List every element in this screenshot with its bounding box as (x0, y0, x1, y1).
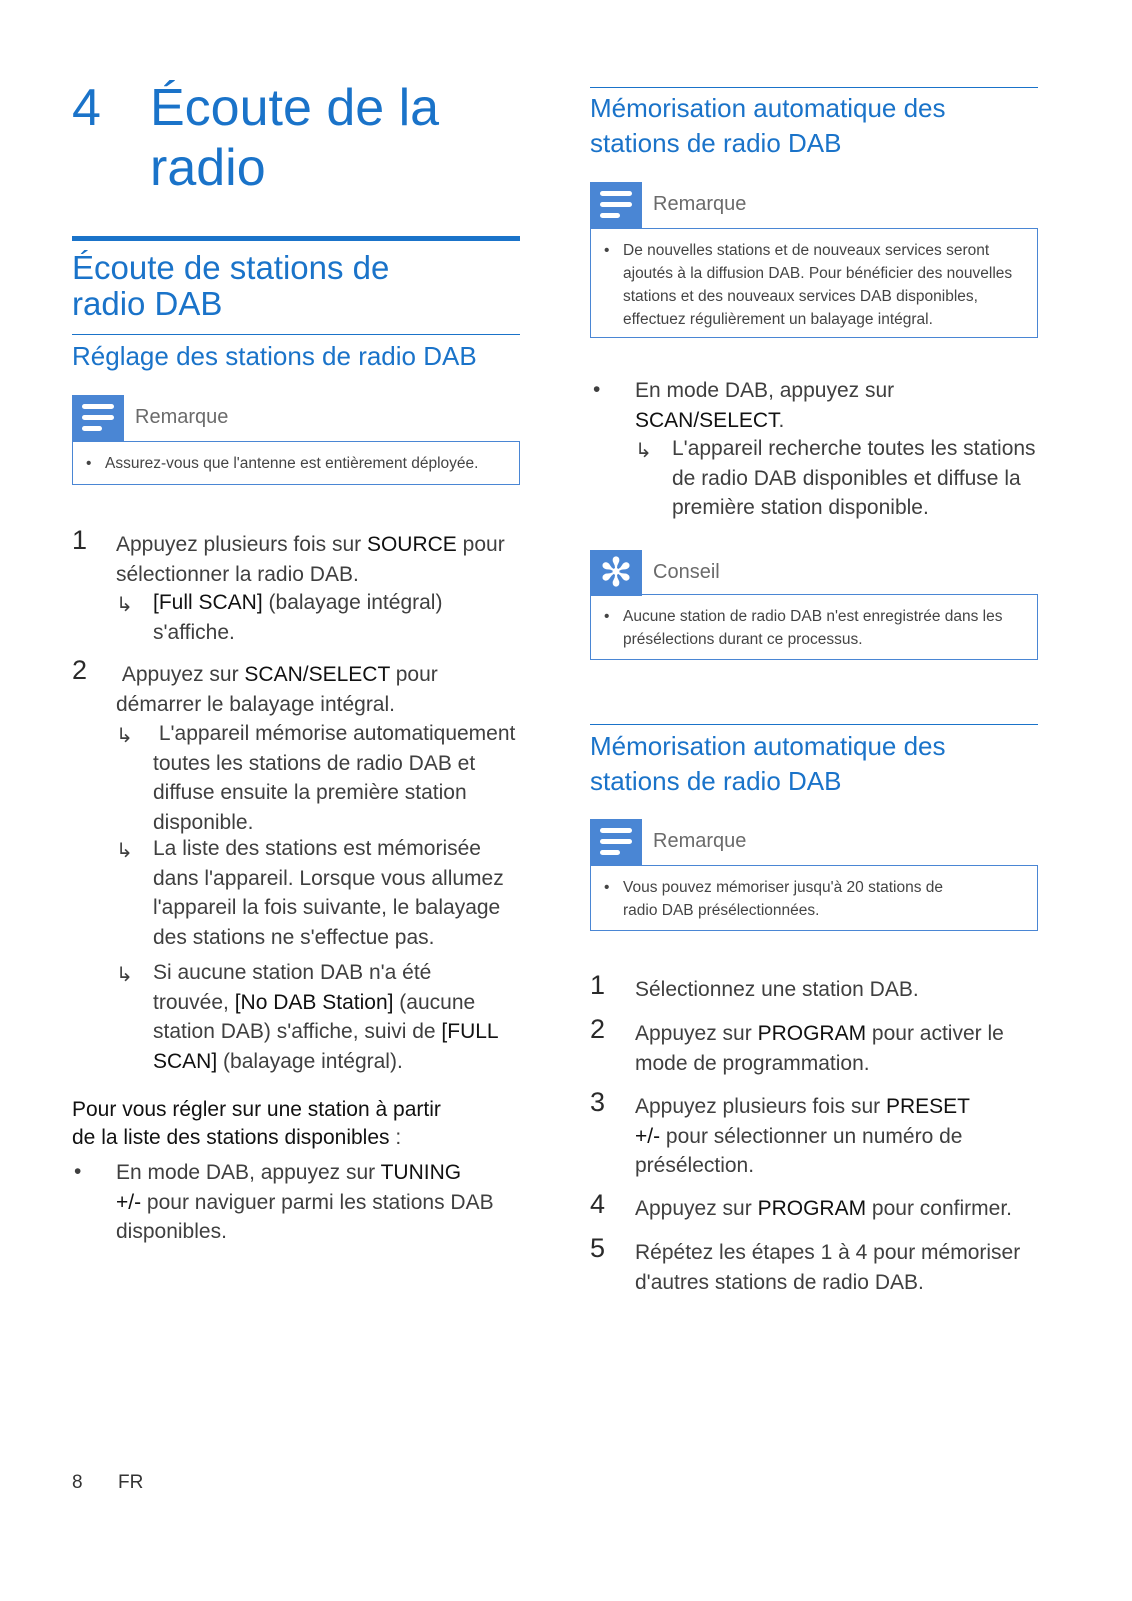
step-4-text: Appuyez sur PROGRAM pour confirmer. (635, 1197, 1012, 1220)
step-2-result-1: L'appareil mémorise automatiquement toutes les stations de radio DAB et diffuse ensuite la première station disponible. (153, 722, 516, 834)
step-2-text: Appuyez sur SCAN/SELECT pour démarrer le balayage intégral. (116, 663, 438, 716)
note-lines-icon (590, 819, 642, 865)
note-lines-icon (590, 182, 642, 228)
step-2-result-2: La liste des stations est mémorisée dans l'appareil. Lorsque vous allumez l'appareil la fois suivante, le balayage des stations ne s'effectue pas. (153, 837, 504, 949)
note-box: • De nouvelles stations et de nouveaux services seront ajoutés à la diffusion DAB. Pour bénéficier des nouvelles stations et des nouveaux services DAB disponibles, effectuez régulièrement un balayage intégral. (590, 228, 1038, 338)
return-arrow-icon: ↳ (116, 723, 133, 747)
section-title: Mémorisation automatique des stations de radio DAB (590, 93, 946, 158)
step-1-text: Appuyez plusieurs fois sur SOURCE pour sélectionner la radio DAB. (116, 533, 505, 586)
page-number: 8 (72, 1472, 83, 1493)
bullet-dot: • (74, 1160, 82, 1183)
bullet-dot: • (604, 879, 610, 896)
return-arrow-icon: ↳ (635, 438, 652, 462)
bullet-text: En mode DAB, appuyez sur SCAN/SELECT. (635, 379, 895, 432)
bullet-text: En mode DAB, appuyez sur TUNING +/- pour naviguer parmi les stations DAB disponibles. (116, 1161, 494, 1243)
return-arrow-icon: ↳ (116, 592, 133, 616)
language-code: FR (118, 1472, 144, 1493)
step-number: 1 (590, 970, 606, 1000)
section-rule (590, 724, 1038, 725)
step-5-text: Répétez les étapes 1 à 4 pour mémoriser d'autres stations de radio DAB. (635, 1241, 1021, 1294)
subsection-rule (72, 334, 520, 335)
bullet-result: L'appareil recherche toutes les stations de radio DAB disponibles et diffuse la première station disponible. (672, 437, 1036, 519)
section-rule (590, 87, 1038, 88)
step-number: 1 (72, 525, 88, 555)
step-number: 2 (590, 1014, 606, 1044)
section-title: Écoute de stations de radio DAB (72, 249, 390, 322)
step-1-text: Sélectionnez une station DAB. (635, 978, 919, 1001)
tip-label: Conseil (653, 561, 720, 583)
note-label: Remarque (653, 830, 747, 852)
step-number: 4 (590, 1189, 606, 1219)
bullet-dot: • (86, 455, 92, 472)
note-header (590, 182, 1038, 228)
note-header (590, 819, 1038, 865)
note-label: Remarque (653, 193, 747, 215)
step-number: 5 (590, 1233, 606, 1263)
step-2-result-3: Si aucune station DAB n'a été trouvée, [No DAB Station] (aucune station DAB) s'affiche, suivi de [FULL SCAN] (balayage intégral). (153, 961, 499, 1073)
subsection-title: Réglage des stations de radio DAB (72, 341, 477, 371)
note-header (72, 395, 520, 441)
note-label: Remarque (135, 406, 229, 428)
step-number: 3 (590, 1087, 606, 1117)
bullet-dot: • (593, 378, 601, 401)
list-heading: Pour vous régler sur une station à partir de la liste des stations disponibles : (72, 1098, 441, 1149)
section-title: Mémorisation automatique des stations de radio DAB (590, 731, 946, 796)
step-3-text: Appuyez plusieurs fois sur PRESET +/- pour sélectionner un numéro de présélection. (635, 1095, 970, 1177)
step-1-result: [Full SCAN] (balayage intégral) s'affiche. (153, 591, 443, 644)
section-rule (72, 236, 520, 241)
bullet-dot: • (604, 608, 610, 625)
tip-header (590, 550, 1038, 596)
step-2-text: Appuyez sur PROGRAM pour activer le mode de programmation. (635, 1022, 1004, 1075)
tip-box: • Aucune station de radio DAB n'est enregistrée dans les présélections durant ce processus. (590, 594, 1038, 660)
step-number: 2 (72, 655, 88, 685)
asterisk-icon: ✻ (590, 550, 642, 596)
note-text: Assurez-vous que l'antenne est entièrement déployée. (105, 455, 479, 472)
note-box: • Vous pouvez mémoriser jusqu'à 20 stations de radio DAB présélectionnées. (590, 865, 1038, 931)
return-arrow-icon: ↳ (116, 838, 133, 862)
chapter-title: Écoute de la radio (150, 79, 440, 197)
bullet-dot: • (604, 242, 610, 259)
note-lines-icon (72, 395, 124, 441)
note-box (72, 441, 520, 485)
return-arrow-icon: ↳ (116, 962, 133, 986)
chapter-number: 4 (72, 79, 101, 137)
